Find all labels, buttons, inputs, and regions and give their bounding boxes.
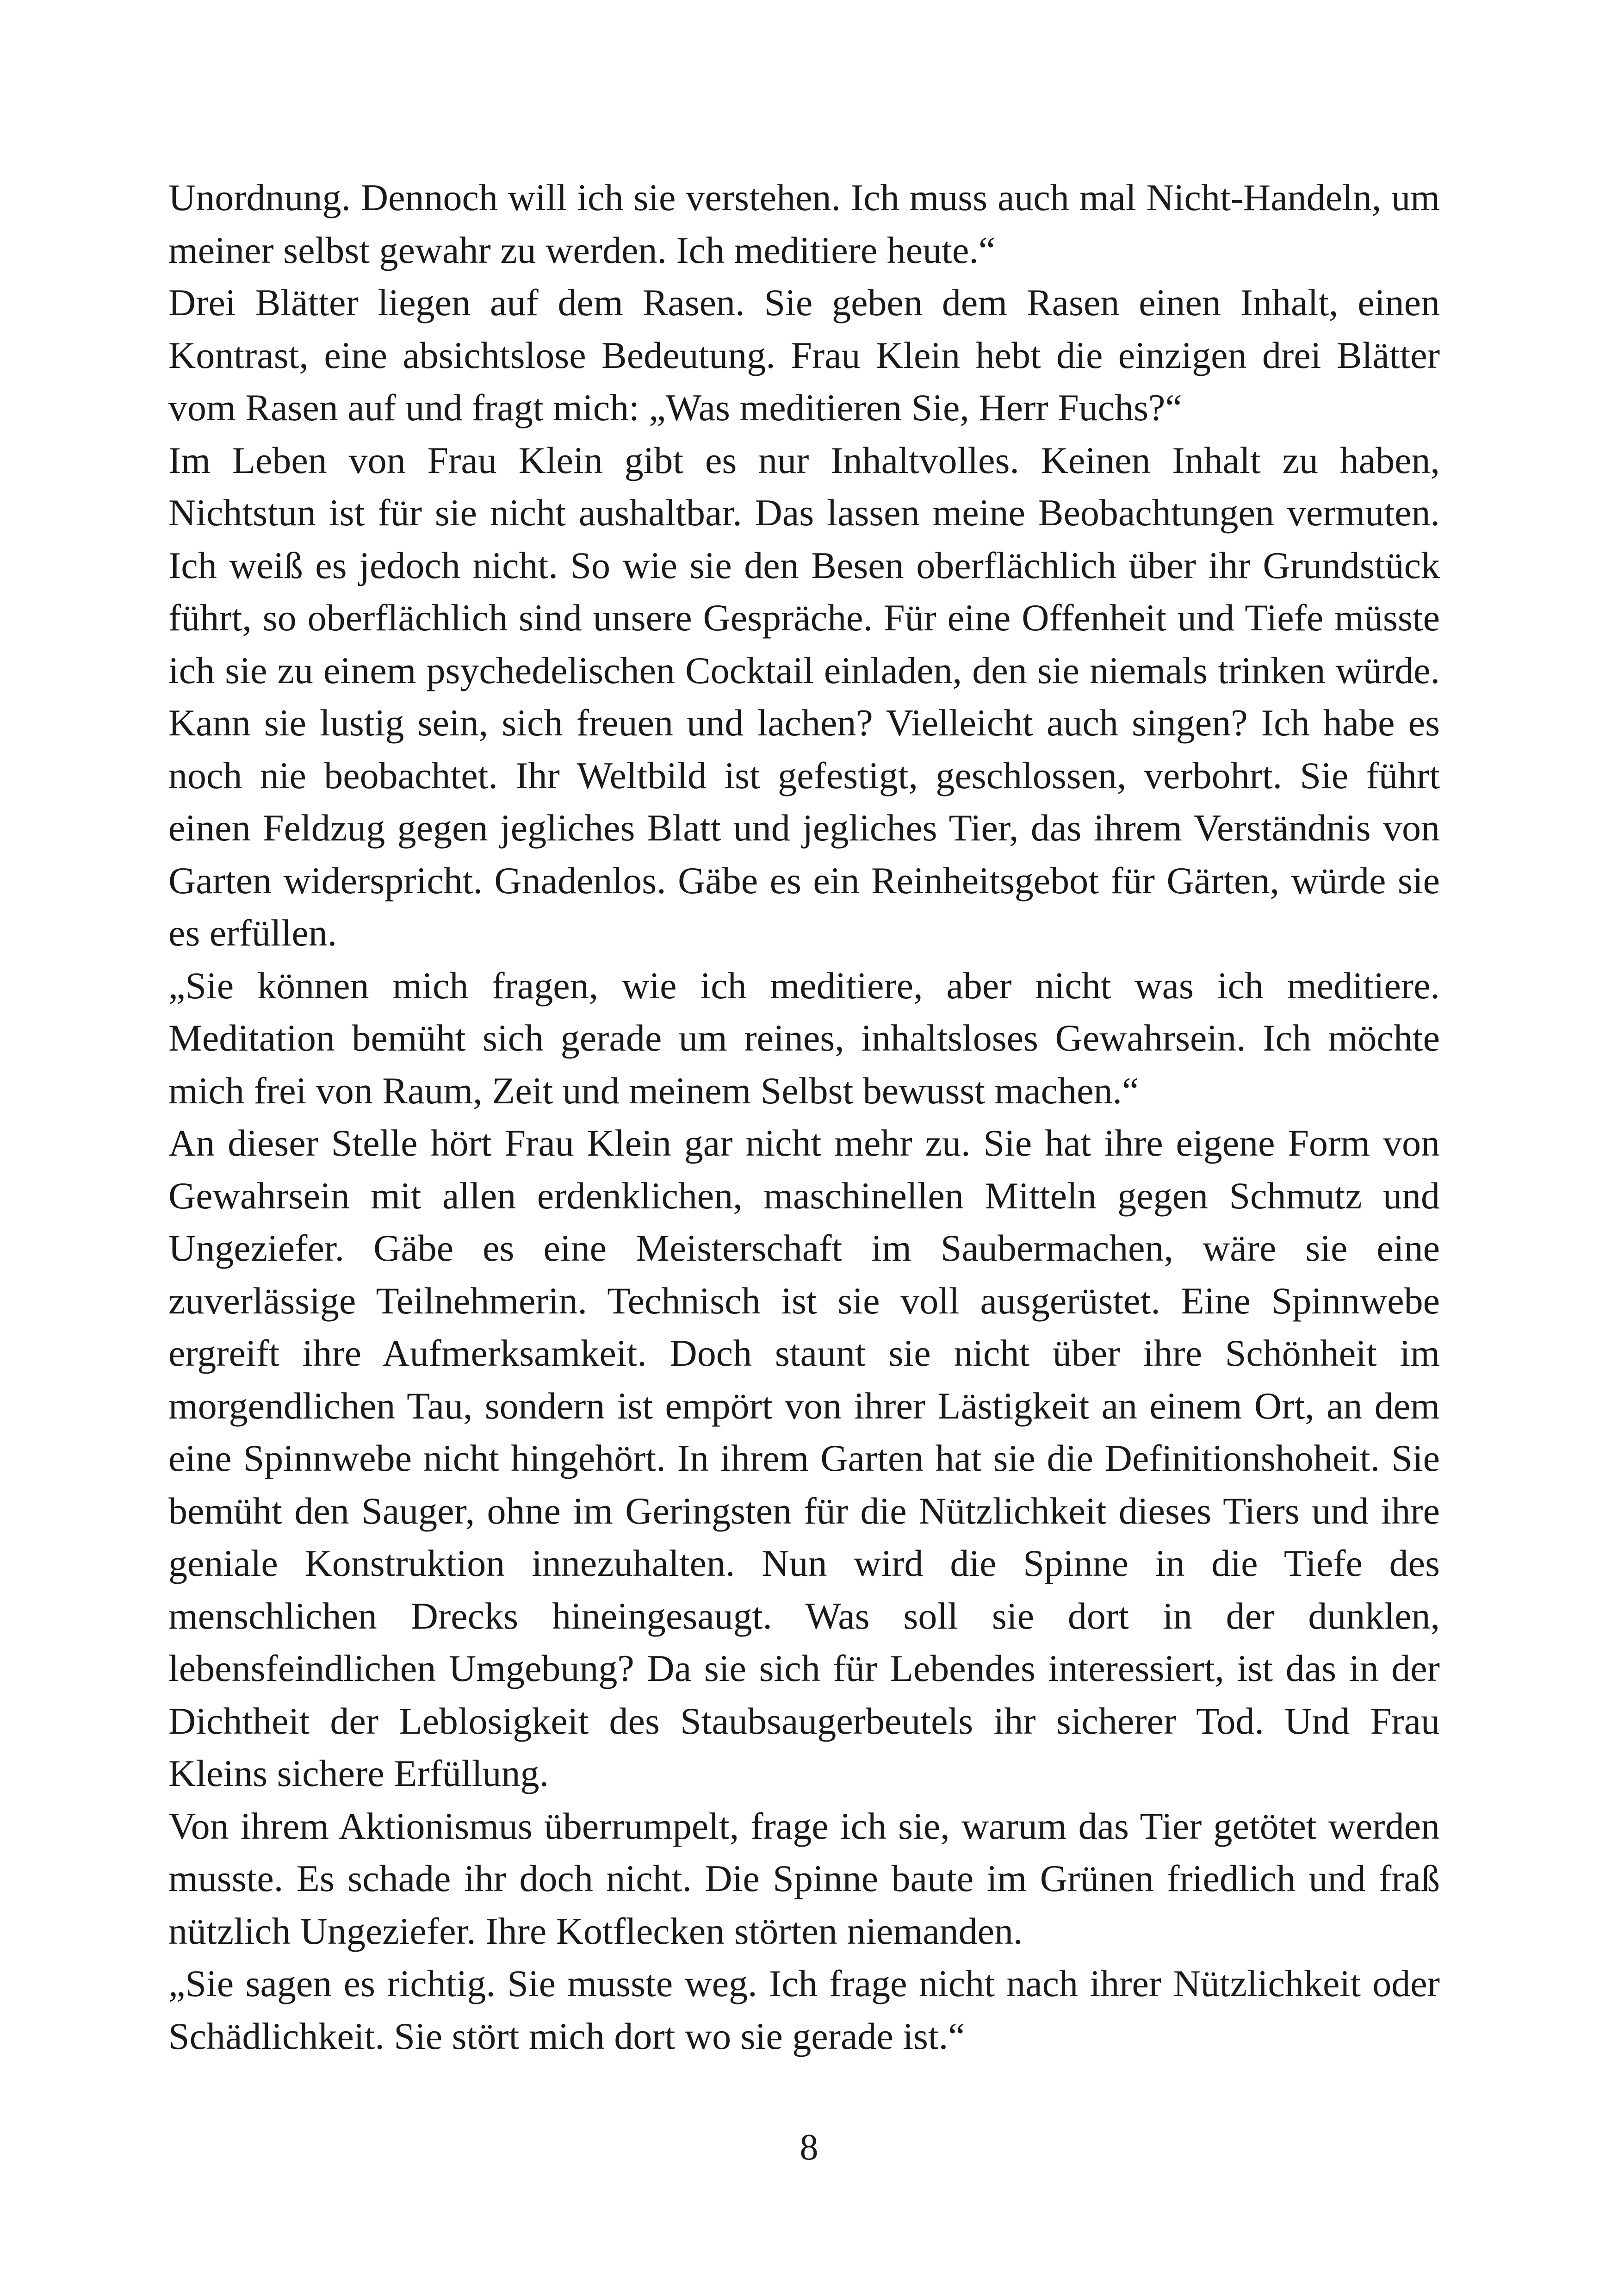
paragraph-1: Unordnung. Dennoch will ich sie verstehen. Ich muss auch mal Nicht-Handeln, um meiner selbst gewahr zu werden. Ich meditiere heute.“ [168, 176, 1440, 271]
paragraph-4: „Sie können mich fragen, wie ich meditiere, aber nicht was ich meditiere. Meditation bemüht sich gerade um reines, inhaltsloses Gewahrsein. Ich möchte mich frei von Raum, Zeit und meinem Selbst bewusst machen.“ [168, 964, 1440, 1112]
body-text [168, 171, 1440, 2062]
page-number: 8 [800, 2127, 818, 2168]
paragraph-6: Von ihrem Aktionismus überrumpelt, frage ich sie, warum das Tier getötet werden musste. Es schade ihr doch nicht. Die Spinne baute im Grünen friedlich und fraß nützlich Ungeziefer. Ihre Kotflecken störten niemanden. [168, 1804, 1440, 1952]
paragraph-2: Drei Blätter liegen auf dem Rasen. Sie geben dem Rasen einen Inhalt, einen Kontrast, eine absichtslose Bedeutung. Frau Klein hebt die einzigen drei Blätter vom Rasen auf und fragt mich: „Was meditieren Sie, Herr Fuchs?“ [168, 281, 1440, 429]
paragraph-7: „Sie sagen es richtig. Sie musste weg. Ich frage nicht nach ihrer Nützlichkeit oder Schädlichkeit. Sie stört mich dort wo sie gerade ist.“ [168, 1962, 1440, 2057]
paragraph-5: An dieser Stelle hört Frau Klein gar nicht mehr zu. Sie hat ihre eigene Form von Gewahrsein mit allen erdenklichen, maschinellen Mitteln gegen Schmutz und Ungeziefer. Gäbe es eine Meisterschaft im Saubermachen, wäre sie eine zuverlässige Teilnehmerin. Technisch ist sie voll ausgerüstet. Eine Spinnwebe ergreift ihre Aufmerksamkeit. Doch staunt sie nicht über ihre Schönheit im morgendlichen Tau, sondern ist empört von ihrer Lästigkeit an einem Ort, an dem eine Spinnwebe nicht hingehört. In ihrem Garten hat sie die Definitionshoheit. Sie bemüht den Sauger, ohne im Geringsten für die Nützlichkeit dieses Tiers und ihre geniale Konstruktion innezuhalten. Nun wird die Spinne in die Tiefe des menschlichen Drecks hineingesaugt. Was soll sie dort in der dunklen, lebensfeindlichen Umgebung? Da sie sich für Lebendes interessiert, ist das in der Dichtheit der Leblosigkeit des Staubsaugerbeutels ihr sicherer Tod. Und Frau Kleins sichere Erfüllung. [168, 1122, 1440, 1794]
paragraph-3: Im Leben von Frau Klein gibt es nur Inhaltvolles. Keinen Inhalt zu haben, Nichtstun ist für sie nicht aushaltbar. Das lassen meine Beobachtungen vermuten. Ich weiß es jedoch nicht. So wie sie den Besen oberflächlich über ihr Grundstück führt, so oberflächlich sind unsere Gespräche. Für eine Offenheit und Tiefe müsste ich sie zu einem psychedelischen Cocktail einladen, den sie niemals trinken würde. Kann sie lustig sein, sich freuen und lachen? Vielleicht auch singen? Ich habe es noch nie beobachtet. Ihr Weltbild ist gefestigt, geschlossen, verbohrt. Sie führt einen Feldzug gegen jegliches Blatt und jegliches Tier, das ihrem Verständnis von Garten widerspricht. Gnadenlos. Gäbe es ein Reinheitsgebot für Gärten, würde sie es erfüllen. [168, 439, 1440, 954]
